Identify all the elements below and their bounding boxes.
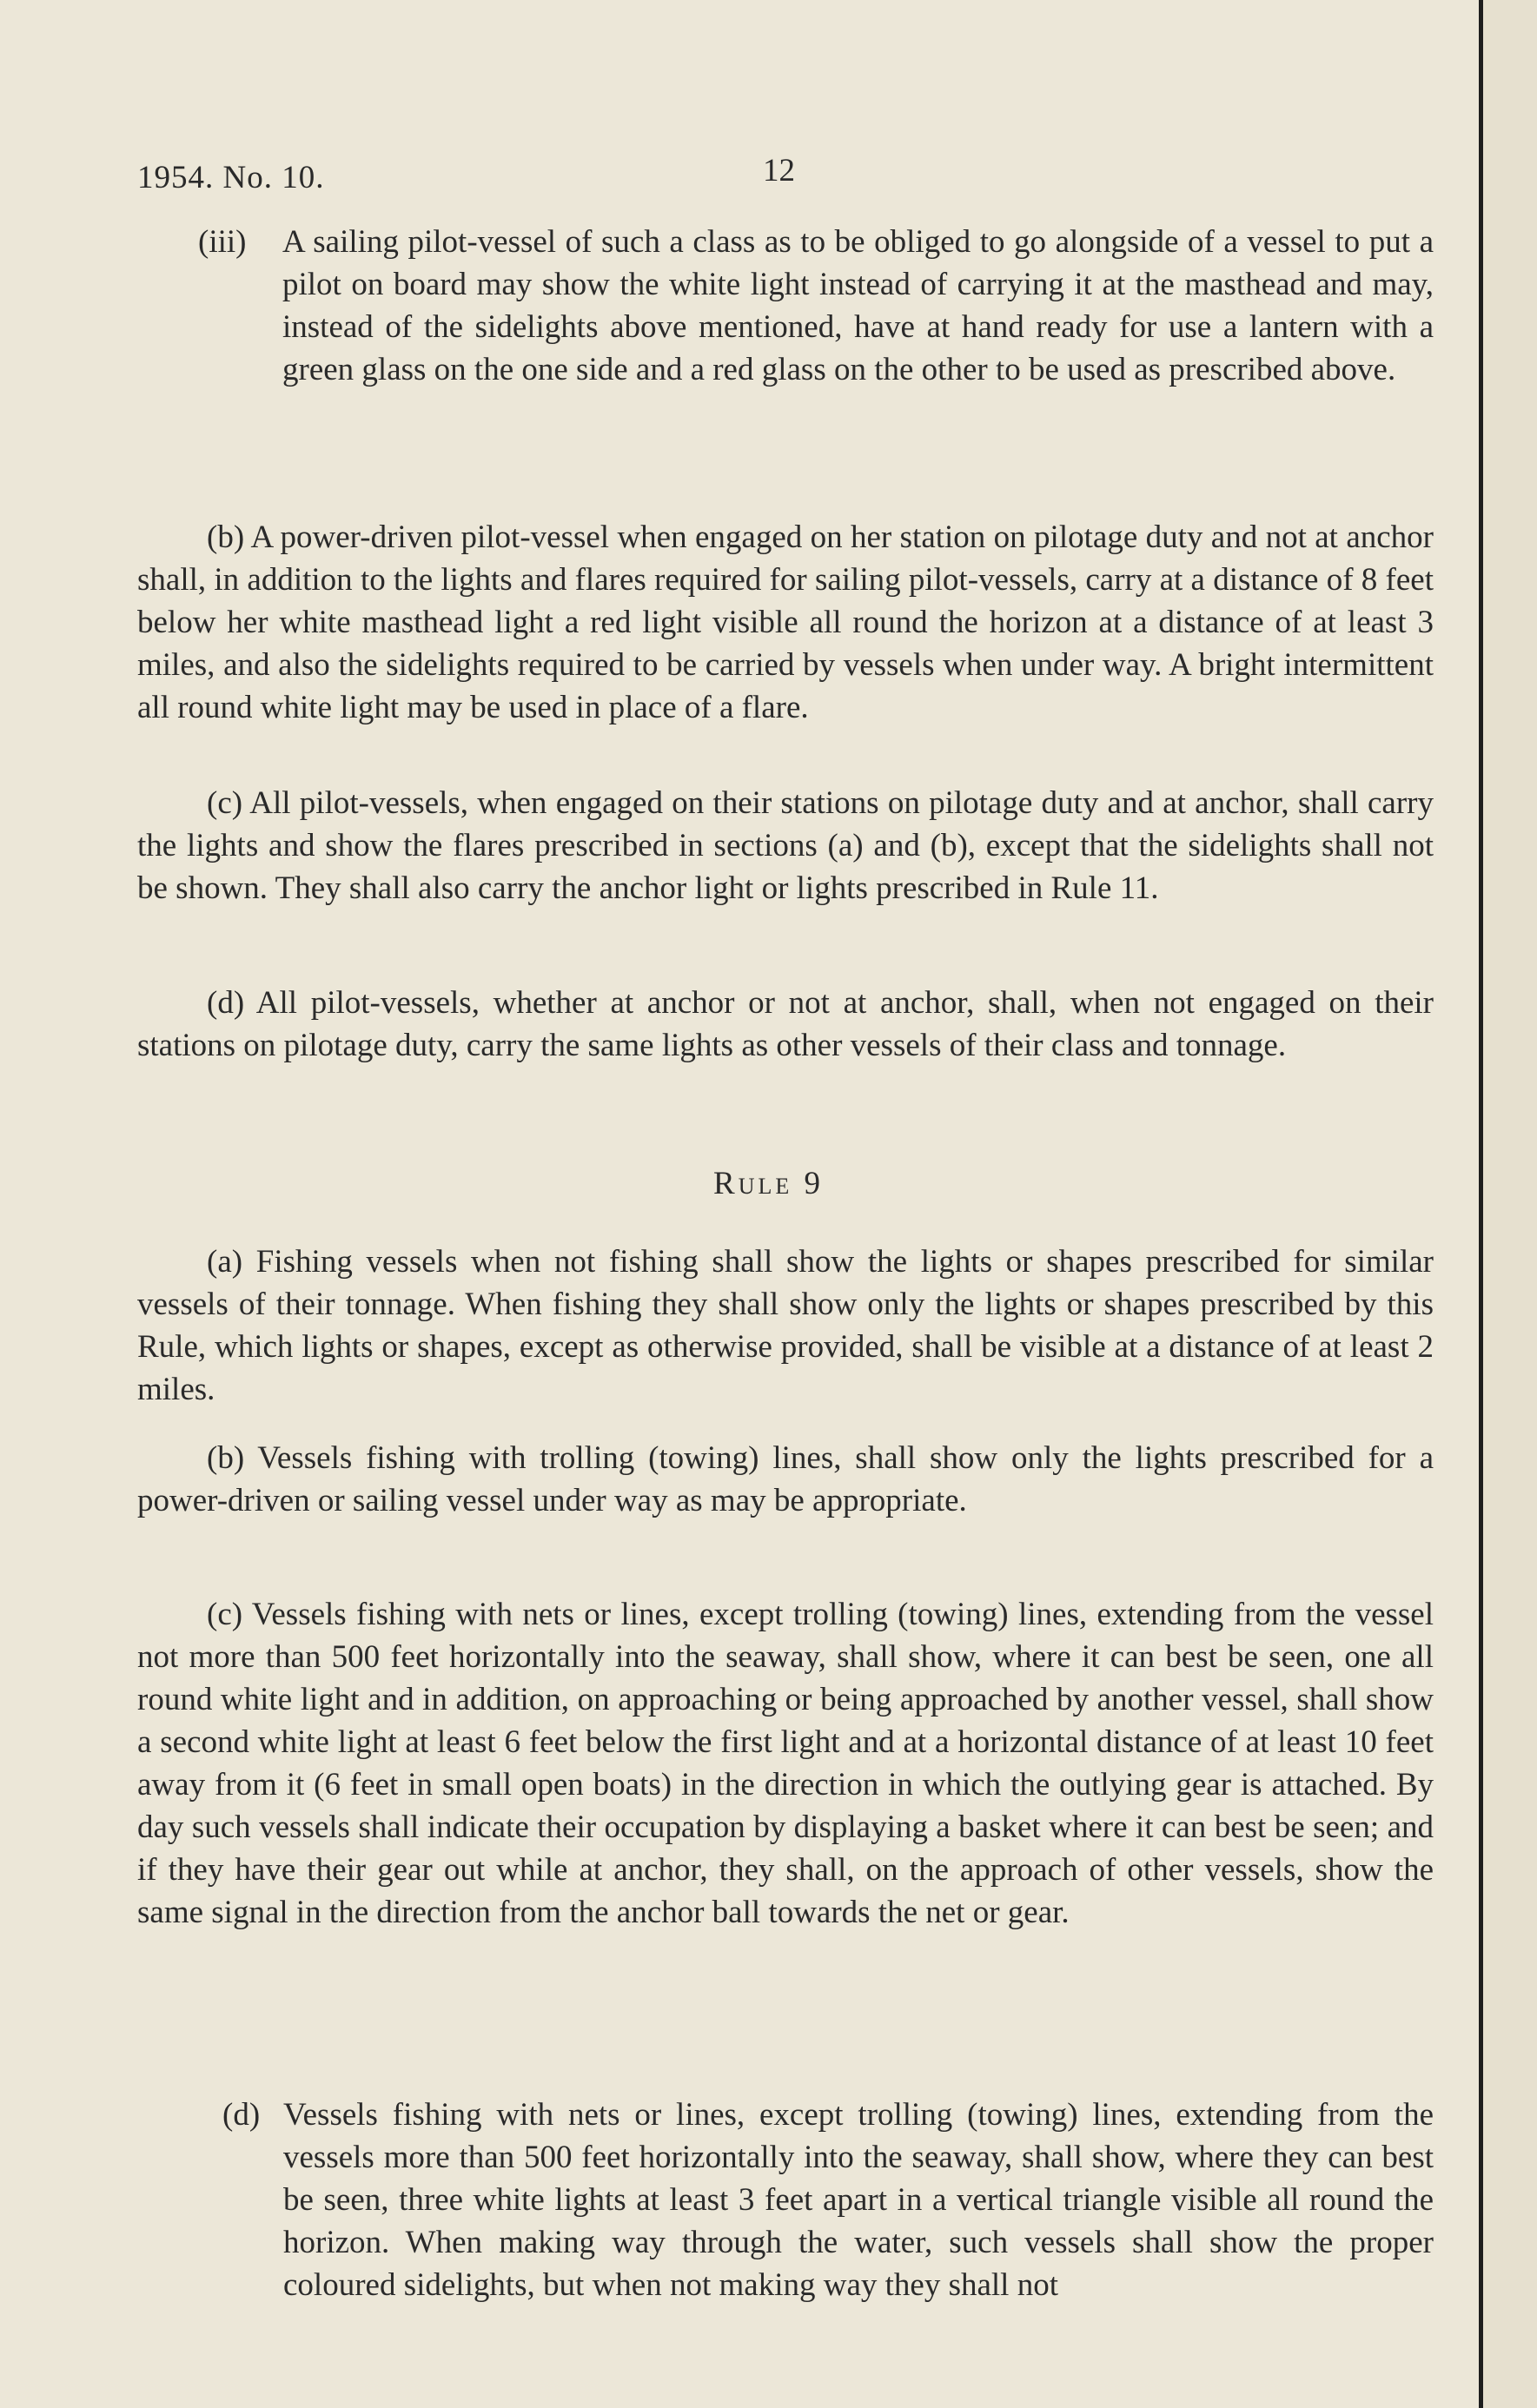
paragraph-rule9-d	[222, 2094, 1434, 2306]
paragraph-rule8-d: (d) All pilot-vessels, whether at anchor or not at anchor, shall, when not engaged on their stations on pilotage duty, carry the same lights as other vessels of their class and tonnage.	[137, 985, 1434, 1063]
paragraph-rule9-d-marker: (d)	[222, 2097, 261, 2133]
paragraph-rule9-c: (c) Vessels fishing with nets or lines, except trolling (towing) lines, extending from the vessel not more than 500 feet horizontally into the seaway, shall show, where it can best be seen, one all round white light and in addition, on approaching or being approached by another vessel, shall show a second white light at least 6 feet below the first light and at a horizontal distance of at least 10 feet away from it (6 feet in small open boats) in the direction in which the outlying gear is attached. By day such vessels shall indicate their occupation by displaying a basket where it can best be seen; and if they have their gear out while at anchor, they shall, on the approach of other vessels, show the same signal in the direction from the anchor ball towards the net or gear.	[137, 1597, 1434, 1930]
paragraph-iii-marker: (iii)	[198, 224, 247, 260]
paragraph-rule9-d-text: Vessels fishing with nets or lines, except trolling (towing) lines, extending from the vessels more than 500 feet horizontally into the seaway, shall show, where they can best be seen, three white lights at least 3 feet apart in a vertical triangle visible all round the horizon. When making way through the water, such vessels shall show the proper coloured sidelights, but when not making way they shall not	[283, 2097, 1434, 2303]
header-year-number: 1954. No. 10.	[137, 160, 325, 195]
paragraph-rule9-b: (b) Vessels fishing with trolling (towing) lines, shall show only the lights prescribed for a power-driven or sailing vessel under way as may be appropriate.	[137, 1440, 1434, 1518]
rule-9-heading: Rule 9	[713, 1166, 824, 1201]
paragraph-rule8-b: (b) A power-driven pilot-vessel when engaged on her station on pilotage duty and not at anchor shall, in addition to the lights and flares required for sailing pilot-vessels, carry at a distance of 8 feet below her white masthead light a red light visible all round the horizon at a distance of at least 3 miles, and also the sidelights required to be carried by vessels when under way. A bright intermittent all round white light may be used in place of a flare.	[137, 519, 1434, 725]
paragraph-iii-text: A sailing pilot-vessel of such a class as to be obliged to go alongside of a vessel to put a pilot on board may show the white light instead of carrying it at the masthead and may, instead of the sidelights above mentioned, have at hand ready for use a lantern with a green glass on the one side and a red glass on the other to be used as prescribed above.	[282, 224, 1434, 387]
paragraph-rule8-c: (c) All pilot-vessels, when engaged on their stations on pilotage duty and at anchor, shall carry the lights and show the flares prescribed in sections (a) and (b), except that the sidelights shall not be shown. They shall also carry the anchor light or lights prescribed in Rule 11.	[137, 785, 1434, 906]
paragraph-rule9-a: (a) Fishing vessels when not fishing shall show the lights or shapes prescribed for similar vessels of their tonnage. When fishing they shall show only the lights or shapes prescribed by this Rule, which lights or shapes, except as otherwise provided, shall be visible at a distance of at least 2 miles.	[137, 1244, 1434, 1407]
paragraph-iii	[198, 221, 1434, 391]
page-header	[137, 153, 1441, 200]
header-page-number: 12	[763, 153, 795, 189]
